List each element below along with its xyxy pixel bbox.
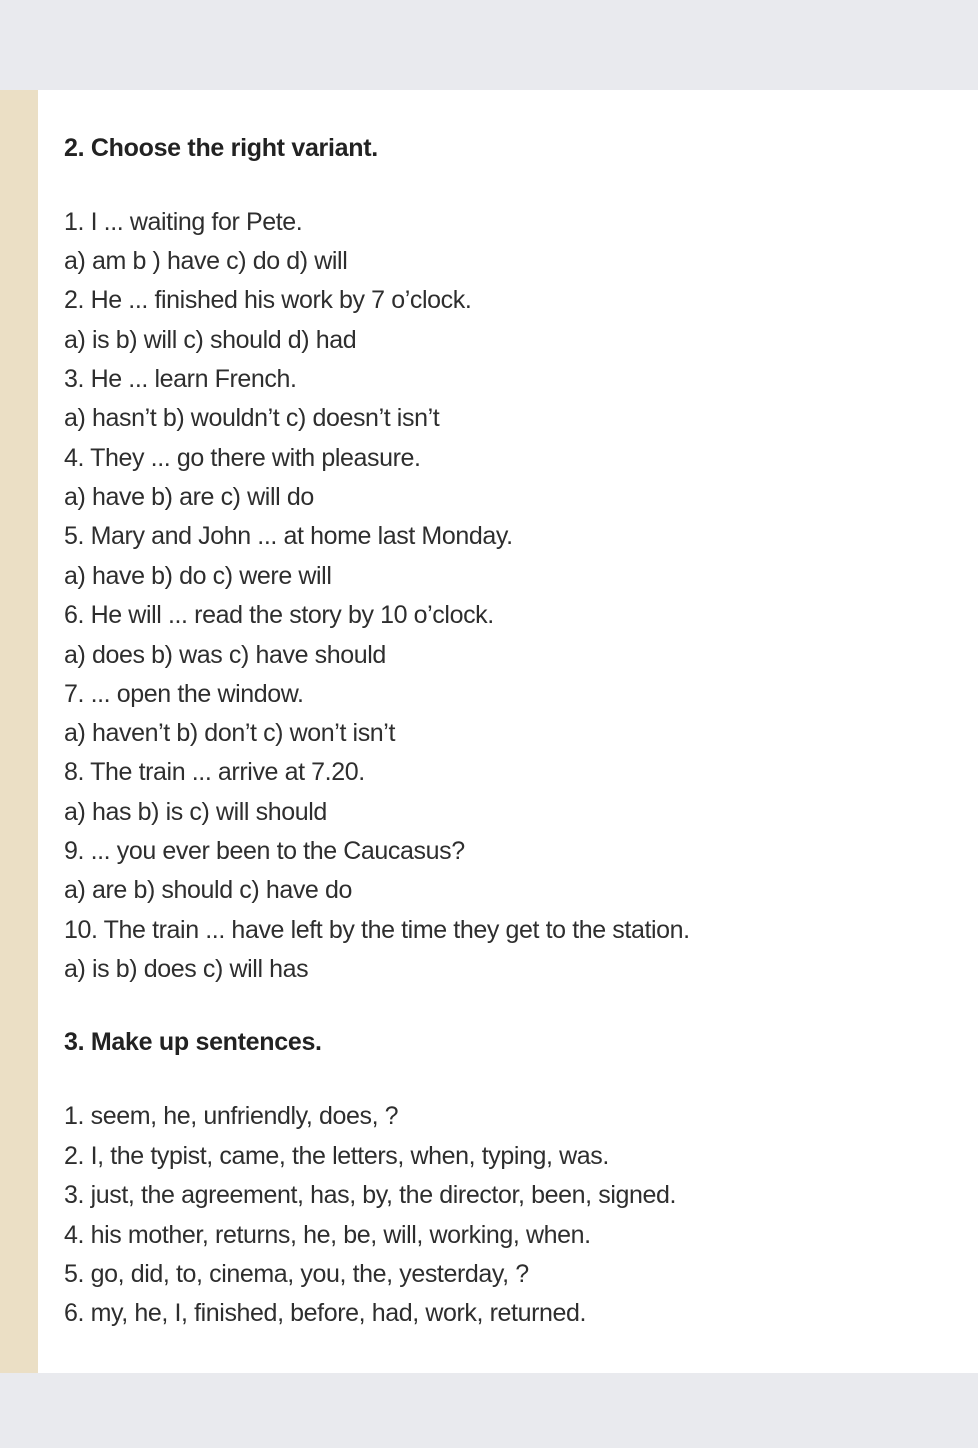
section-3-line: 1. seem, he, unfriendly, does, ? bbox=[64, 1102, 399, 1130]
section-2-line: a) has b) is c) will should bbox=[64, 798, 327, 826]
section-2-line: 3. He ... learn French. bbox=[64, 365, 297, 393]
section-2-line: 5. Mary and John ... at home last Monday. bbox=[64, 522, 513, 550]
section-2-title: 2. Choose the right variant. bbox=[64, 134, 378, 162]
document-page bbox=[0, 90, 978, 1373]
section-2-line: a) is b) does c) will has bbox=[64, 955, 309, 983]
section-3-line: 6. my, he, I, finished, before, had, work, returned. bbox=[64, 1299, 587, 1327]
section-2-line: a) have b) do c) were will bbox=[64, 562, 332, 590]
section-2-line: a) does b) was c) have should bbox=[64, 641, 386, 669]
section-2-line: a) am b ) have c) do d) will bbox=[64, 247, 348, 275]
section-2-line: 2. He ... finished his work by 7 o’clock. bbox=[64, 286, 472, 314]
section-2-line: a) have b) are c) will do bbox=[64, 483, 314, 511]
section-2-line: a) is b) will c) should d) had bbox=[64, 326, 357, 354]
section-3-line: 2. I, the typist, came, the letters, when, typing, was. bbox=[64, 1142, 609, 1170]
section-3-title: 3. Make up sentences. bbox=[64, 1028, 322, 1056]
section-2-line: 1. I ... waiting for Pete. bbox=[64, 208, 303, 236]
section-2-line: a) hasn’t b) wouldn’t c) doesn’t isn’t bbox=[64, 404, 440, 432]
section-2-line: 10. The train ... have left by the time they get to the station. bbox=[64, 916, 690, 944]
section-2-line: 9. ... you ever been to the Caucasus? bbox=[64, 837, 465, 865]
section-3-line: 5. go, did, to, cinema, you, the, yesterday, ? bbox=[64, 1260, 529, 1288]
left-margin-bar bbox=[0, 90, 38, 1373]
section-2-line: 7. ... open the window. bbox=[64, 680, 304, 708]
section-2-line: a) are b) should c) have do bbox=[64, 876, 352, 904]
section-2-line: a) haven’t b) don’t c) won’t isn’t bbox=[64, 719, 396, 747]
section-2-line: 6. He will ... read the story by 10 o’clock. bbox=[64, 601, 494, 629]
section-3-line: 3. just, the agreement, has, by, the director, been, signed. bbox=[64, 1181, 677, 1209]
section-2-line: 4. They ... go there with pleasure. bbox=[64, 444, 421, 472]
section-3-line: 4. his mother, returns, he, be, will, working, when. bbox=[64, 1221, 591, 1249]
section-2-line: 8. The train ... arrive at 7.20. bbox=[64, 758, 365, 786]
